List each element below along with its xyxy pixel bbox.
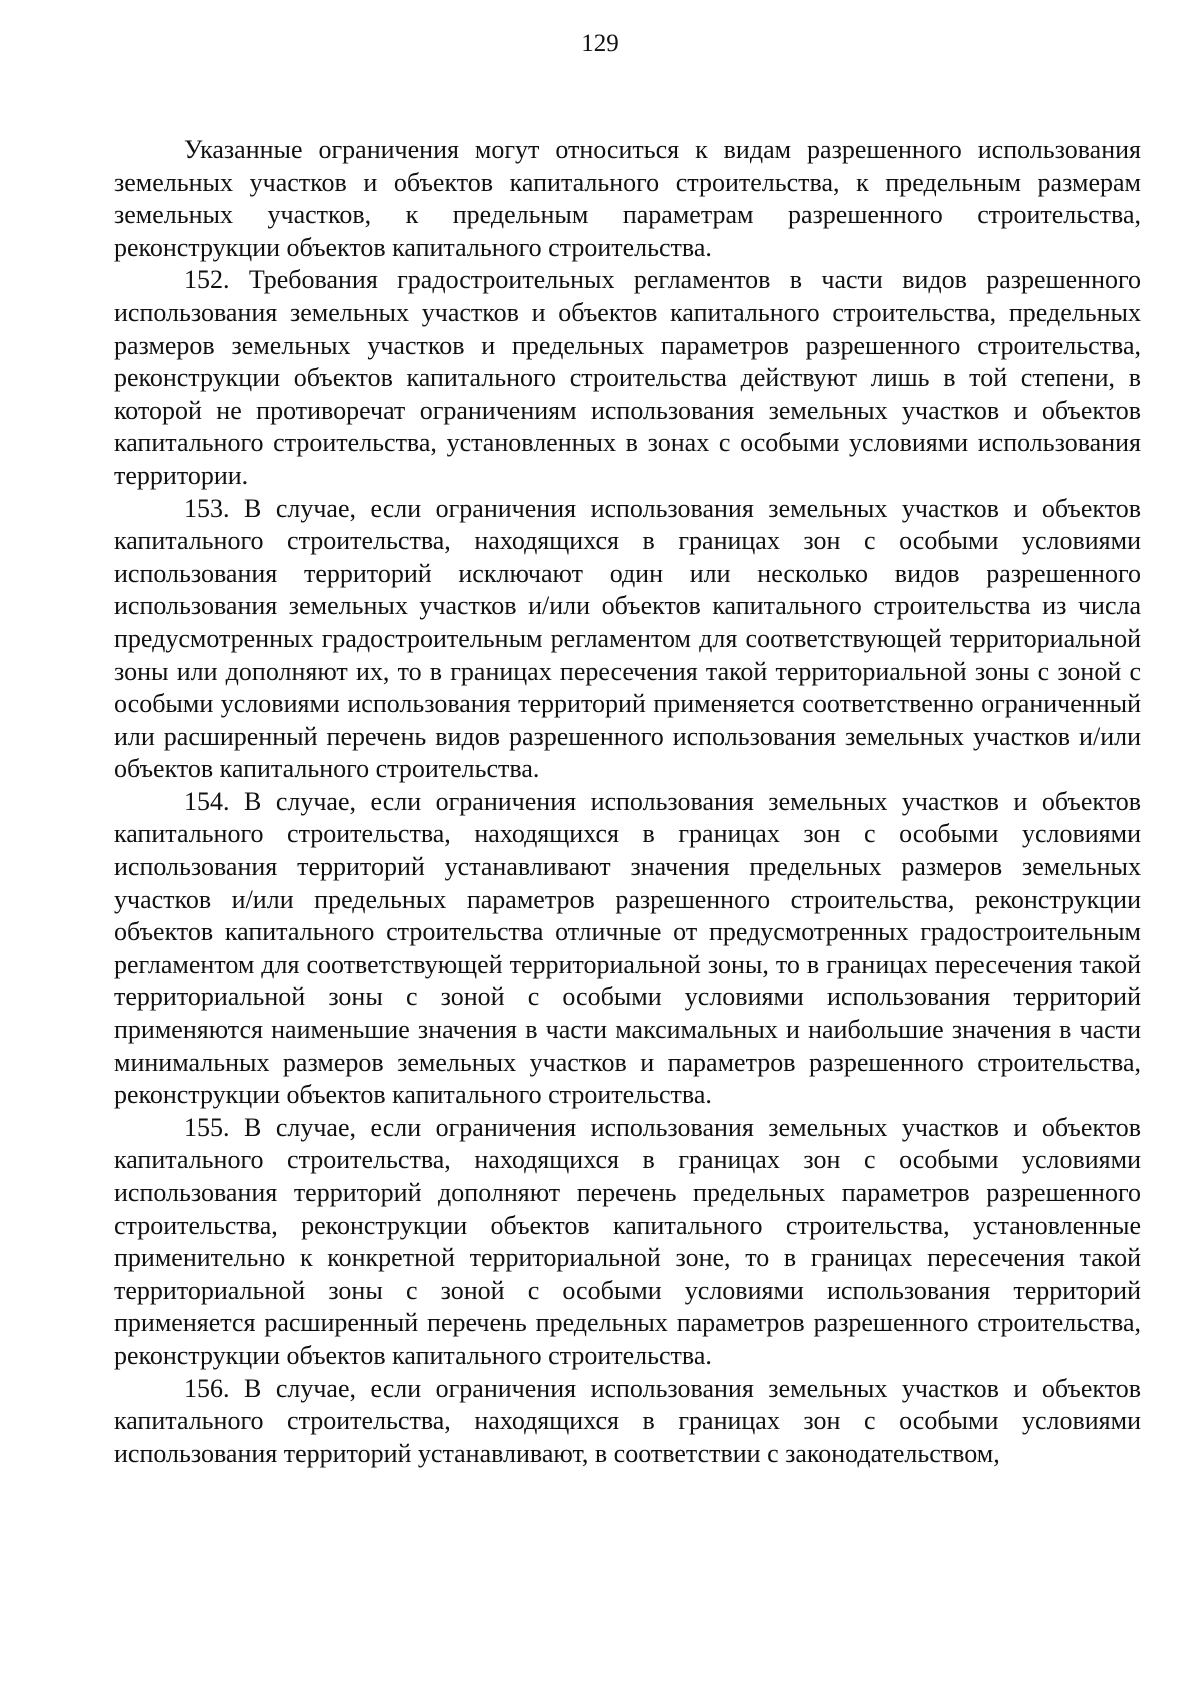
paragraph-155: 155. В случае, если ограничения использования земельных участков и объектов капитального строительства, находящихся в границах зон с особыми условиями использования территорий дополняют перечень предельных параметров разрешенного строительства, реконструкции объектов капитального строительства, установленные применительно к конкретной территориальной зоне, то в границах пересечения такой территориальной зоны с зоной с особыми условиями использования территорий применяется расширенный перечень предельных параметров разрешенного строительства, реконструкции объектов капитального строительства.	[114, 1112, 1141, 1370]
paragraph-154: 154. В случае, если ограничения использования земельных участков и объектов капитального строительства, находящихся в границах зон с особыми условиями использования территорий устанавливают значения предельных размеров земельных участков и/или предельных параметров разрешенного строительства, реконструкции объектов капитального строительства отличные от предусмотренных градостроительным регламентом для соответствующей территориальной зоны, то в границах пересечения такой территориальной зоны с зоной с особыми условиями использования территорий применяются наименьшие значения в части максимальных и наибольшие значения в части минимальных размеров земельных участков и параметров разрешенного строительства, реконструкции объектов капитального строительства.	[114, 786, 1141, 1110]
document-body	[114, 134, 1141, 1470]
paragraph-152: 152. Требования градостроительных регламентов в части видов разрешенного использования земельных участков и объектов капитального строительства, предельных размеров земельных участков и предельных параметров разрешенного строительства, реконструкции объектов капитального строительства действуют лишь в той степени, в которой не противоречат ограничениям использования земельных участков и объектов капитального строительства, установленных в зонах с особыми условиями использования территории.	[114, 265, 1141, 490]
paragraph-intro: Указанные ограничения могут относиться к видам разрешенного использования земельных участков и объектов капитального строительства, к предельным размерам земельных участков, к предельным параметрам разрешенного строительства, реконструкции объектов капитального строительства.	[114, 135, 1141, 262]
paragraph-156: 156. В случае, если ограничения использования земельных участков и объектов капитального строительства, находящихся в границах зон с особыми условиями использования территорий устанавливают, в соответствии с законодательством,	[114, 1373, 1141, 1468]
paragraph-153: 153. В случае, если ограничения использования земельных участков и объектов капитального строительства, находящихся в границах зон с особыми условиями использования территорий исключают один или несколько видов разрешенного использования земельных участков и/или объектов капитального строительства из числа предусмотренных градостроительным регламентом для соответствующей территориальной зоны или дополняют их, то в границах пересечения такой территориальной зоны с зоной с особыми условиями использования территорий применяется соответственно ограниченный или расширенный перечень видов разрешенного использования земельных участков и/или объектов капитального строительства.	[114, 493, 1141, 784]
page-number: 129	[581, 30, 619, 57]
